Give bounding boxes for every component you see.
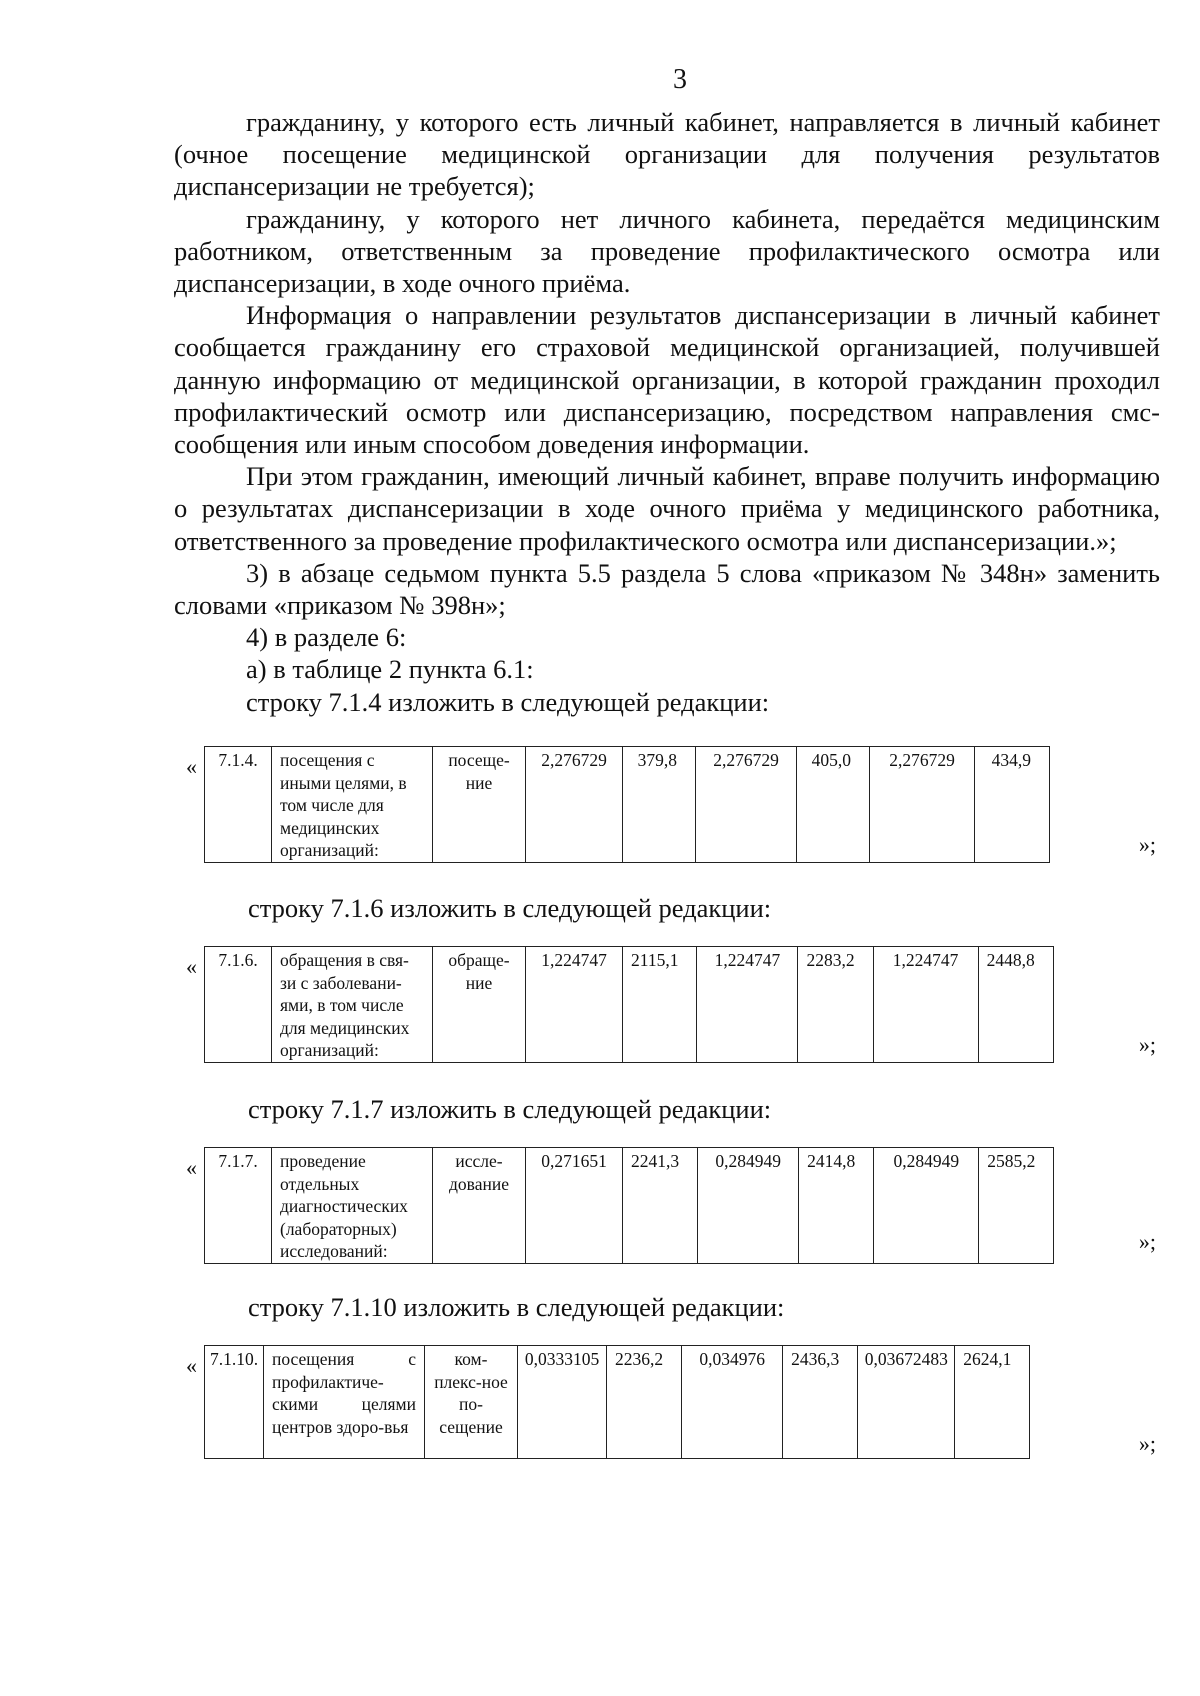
paragraph: Информация о направлении результатов диспансеризации в личный кабинет сообщается гражданину его страховой медицинской организацией, получившей данную информацию от медицинской организации, в которой гражданин проходил профилактический осмотр или диспансеризацию, посредством направления смс-сообщения или иным способом доведения информации. — [174, 300, 1160, 460]
page-number: 3 — [673, 64, 687, 95]
value-cell: 0,284949 — [874, 1148, 979, 1264]
row-description-cell: проведение отдельных диагностических (лабораторных) исследований: — [272, 1148, 433, 1264]
opening-quote: « — [186, 1155, 197, 1180]
opening-quote: « — [186, 754, 197, 779]
value-cell: 2241,3 — [623, 1148, 698, 1264]
closing-quote: »; — [1138, 1032, 1156, 1057]
row-unit-cell: обраще-ние — [433, 947, 526, 1063]
row-description-cell: посещения с профилактиче-скими целями центров здоро-вья — [264, 1346, 425, 1459]
row-heading: строку 7.1.6 изложить в следующей редакции: — [248, 893, 772, 923]
value-cell: 2,276729 — [526, 747, 623, 863]
closing-quote: »; — [1138, 832, 1156, 857]
row-unit-cell: посеще-ние — [433, 747, 526, 863]
value-cell: 1,224747 — [526, 947, 623, 1063]
paragraph: 4) в разделе 6: — [246, 622, 407, 653]
value-cell: 2624,1 — [955, 1346, 1030, 1459]
row-unit-cell: иссле-дование — [433, 1148, 526, 1264]
value-cell: 2,276729 — [870, 747, 975, 863]
table-row — [205, 1346, 1030, 1459]
row-code-cell: 7.1.10. — [205, 1346, 264, 1459]
closing-quote: »; — [1138, 1229, 1156, 1254]
value-cell: 2283,2 — [798, 947, 873, 1063]
paragraph: гражданину, у которого есть личный кабинет, направляется в личный кабинет (очное посещение медицинской организации для получения результатов диспансеризации не требуется); — [174, 107, 1160, 202]
value-cell: 0,0333105 — [518, 1346, 607, 1459]
row-code-cell: 7.1.6. — [205, 947, 272, 1063]
paragraph: а) в таблице 2 пункта 6.1: — [246, 654, 534, 685]
value-cell: 434,9 — [975, 747, 1050, 863]
amendment-table — [204, 1345, 1030, 1459]
row-unit-cell: ком-плекс-ное по-сещение — [425, 1346, 518, 1459]
amendment-row-block — [186, 946, 1156, 1064]
paragraph: При этом гражданин, имеющий личный кабинет, вправе получить информацию о результатах диспансеризации в ходе очного приёма у медицинского работника, ответственного за проведение профилактического осмотра или диспансеризации.»; — [174, 461, 1160, 556]
value-cell: 405,0 — [797, 747, 870, 863]
paragraph: 3) в абзаце седьмом пункта 5.5 раздела 5 слова «приказом № 348н» заменить словами «приказом № 398н»; — [174, 557, 1160, 621]
row-heading: строку 7.1.10 изложить в следующей редакции: — [248, 1292, 785, 1322]
amendment-table — [204, 946, 1054, 1063]
value-cell: 2436,3 — [783, 1346, 858, 1459]
value-cell: 2236,2 — [607, 1346, 682, 1459]
value-cell: 2414,8 — [799, 1148, 874, 1264]
value-cell: 0,034976 — [682, 1346, 783, 1459]
row-description-cell: посещения с иными целями, в том числе для медицинских организаций: — [272, 747, 433, 863]
amendment-row-block — [186, 1345, 1156, 1463]
closing-quote: »; — [1138, 1431, 1156, 1456]
value-cell: 0,03672483 — [858, 1346, 955, 1459]
opening-quote: « — [186, 954, 197, 979]
value-cell: 2585,2 — [979, 1148, 1054, 1264]
document-body — [174, 106, 1160, 718]
value-cell: 1,224747 — [697, 947, 798, 1063]
table-row — [205, 1148, 1054, 1264]
value-cell: 2448,8 — [978, 947, 1053, 1063]
value-cell: 0,271651 — [526, 1148, 623, 1264]
row-heading: строку 7.1.7 изложить в следующей редакции: — [248, 1094, 772, 1124]
amendment-table — [204, 1147, 1054, 1264]
opening-quote: « — [186, 1353, 197, 1378]
value-cell: 379,8 — [623, 747, 696, 863]
value-cell: 1,224747 — [873, 947, 978, 1063]
paragraph: гражданину, у которого нет личного кабинета, передаётся медицинским работником, ответственным за проведение профилактического осмотра или диспансеризации, в ходе очного приёма. — [174, 203, 1160, 299]
amendment-row-block — [186, 746, 1156, 864]
amendment-table — [204, 746, 1050, 863]
row-code-cell: 7.1.4. — [205, 747, 272, 863]
row-code-cell: 7.1.7. — [205, 1148, 272, 1264]
value-cell: 2,276729 — [696, 747, 797, 863]
paragraph: строку 7.1.4 изложить в следующей редакции: — [246, 686, 770, 717]
value-cell: 0,284949 — [698, 1148, 799, 1264]
table-row — [205, 747, 1050, 863]
amendment-row-block — [186, 1147, 1156, 1261]
value-cell: 2115,1 — [623, 947, 697, 1063]
table-row — [205, 947, 1054, 1063]
row-description-cell: обращения в свя-зи с заболевани-ями, в том числе для медицинских организаций: — [272, 947, 433, 1063]
